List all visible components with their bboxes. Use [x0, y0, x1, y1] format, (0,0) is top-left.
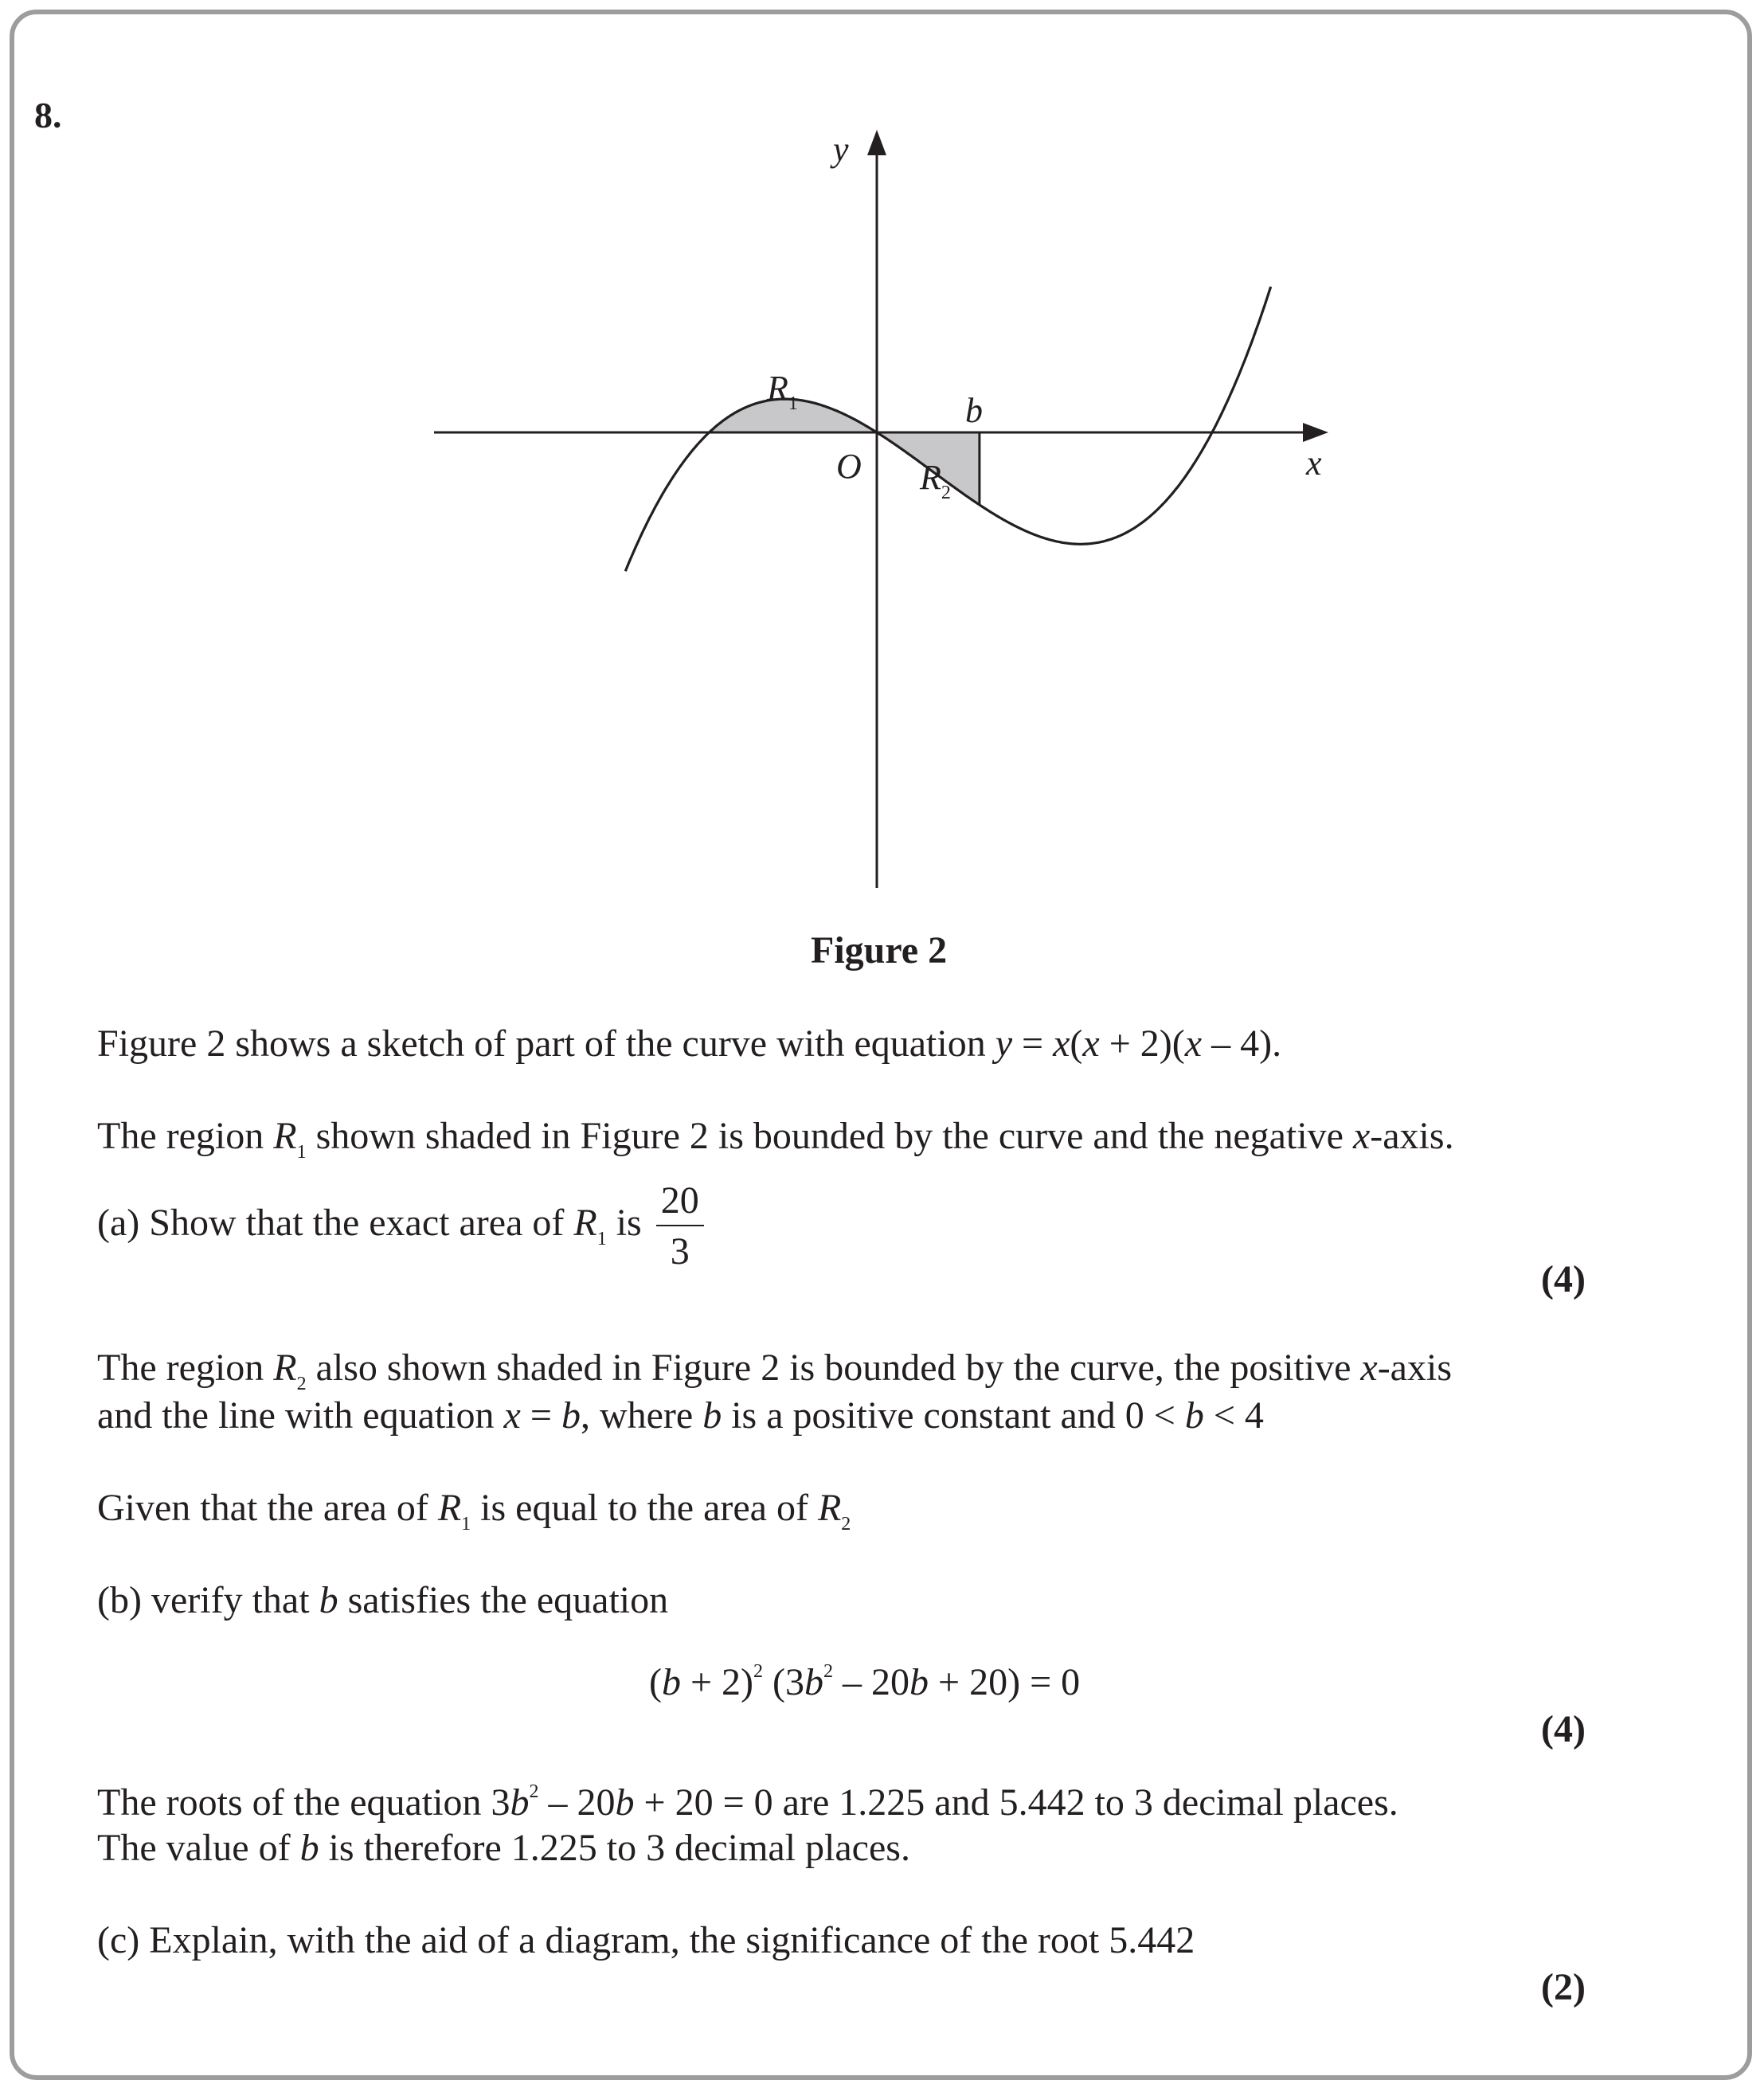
intro-text: Figure 2 shows a sketch of part of the curve with equation y = x(x + 2)(x – 4). [97, 1022, 1282, 1065]
marks-part-b: (4) [1541, 1708, 1586, 1750]
part-b-equation: $(b + 2)^2$ $(3b^2 - 20b + 20) = 0$ [649, 1661, 1081, 1703]
part-c-text: (c) Explain, with the aid of a diagram, the significance of the root 5.442 [97, 1919, 1195, 1961]
x-axis-label: x [1306, 444, 1322, 483]
r1-label: $R_1$ [767, 369, 798, 414]
origin-label: O [836, 447, 862, 486]
part-a-text: (a) Show that the exact area of $R_1$ is $\frac{20}{3}$ [97, 1182, 704, 1271]
region-r2-description-line2: and the line with equation x = b, where b is a positive constant and 0 < b < 4 [97, 1394, 1264, 1437]
figure-2-sketch [0, 0, 1764, 916]
marks-part-c: (2) [1541, 1966, 1586, 2008]
figure-caption: Figure 2 [811, 929, 948, 972]
region-r1-description: The region $R_1$ shown shaded in Figure 2 is bounded by the curve and the negative x-axis. [97, 1115, 1454, 1163]
marks-part-a: (4) [1541, 1258, 1586, 1300]
roots-statement-line2: The value of b is therefore 1.225 to 3 decimal places. [97, 1827, 910, 1869]
question-number: 8. [34, 95, 62, 135]
b-label: b [965, 391, 983, 430]
r2-label: $R_2$ [920, 458, 951, 503]
region-r2-description-line1: The region $R_2$ also shown shaded in Figure 2 is bounded by the curve, the positive x-axis [97, 1347, 1452, 1394]
y-axis-arrow-icon [867, 130, 886, 155]
fraction-twenty-thirds: $\frac{20}{3}$ [656, 1182, 704, 1271]
roots-statement-line1: The roots of the equation $3b^2 - 20b + 20 = 0$ are 1.225 and 5.442 to 3 decimal places. [97, 1781, 1398, 1824]
x-axis-arrow-icon [1303, 423, 1328, 442]
given-condition: Given that the area of $R_1$ is equal to the area of $R_2$ [97, 1487, 851, 1535]
part-b-text: (b) verify that b satisfies the equation [97, 1579, 669, 1621]
y-axis-label: y [833, 130, 849, 169]
